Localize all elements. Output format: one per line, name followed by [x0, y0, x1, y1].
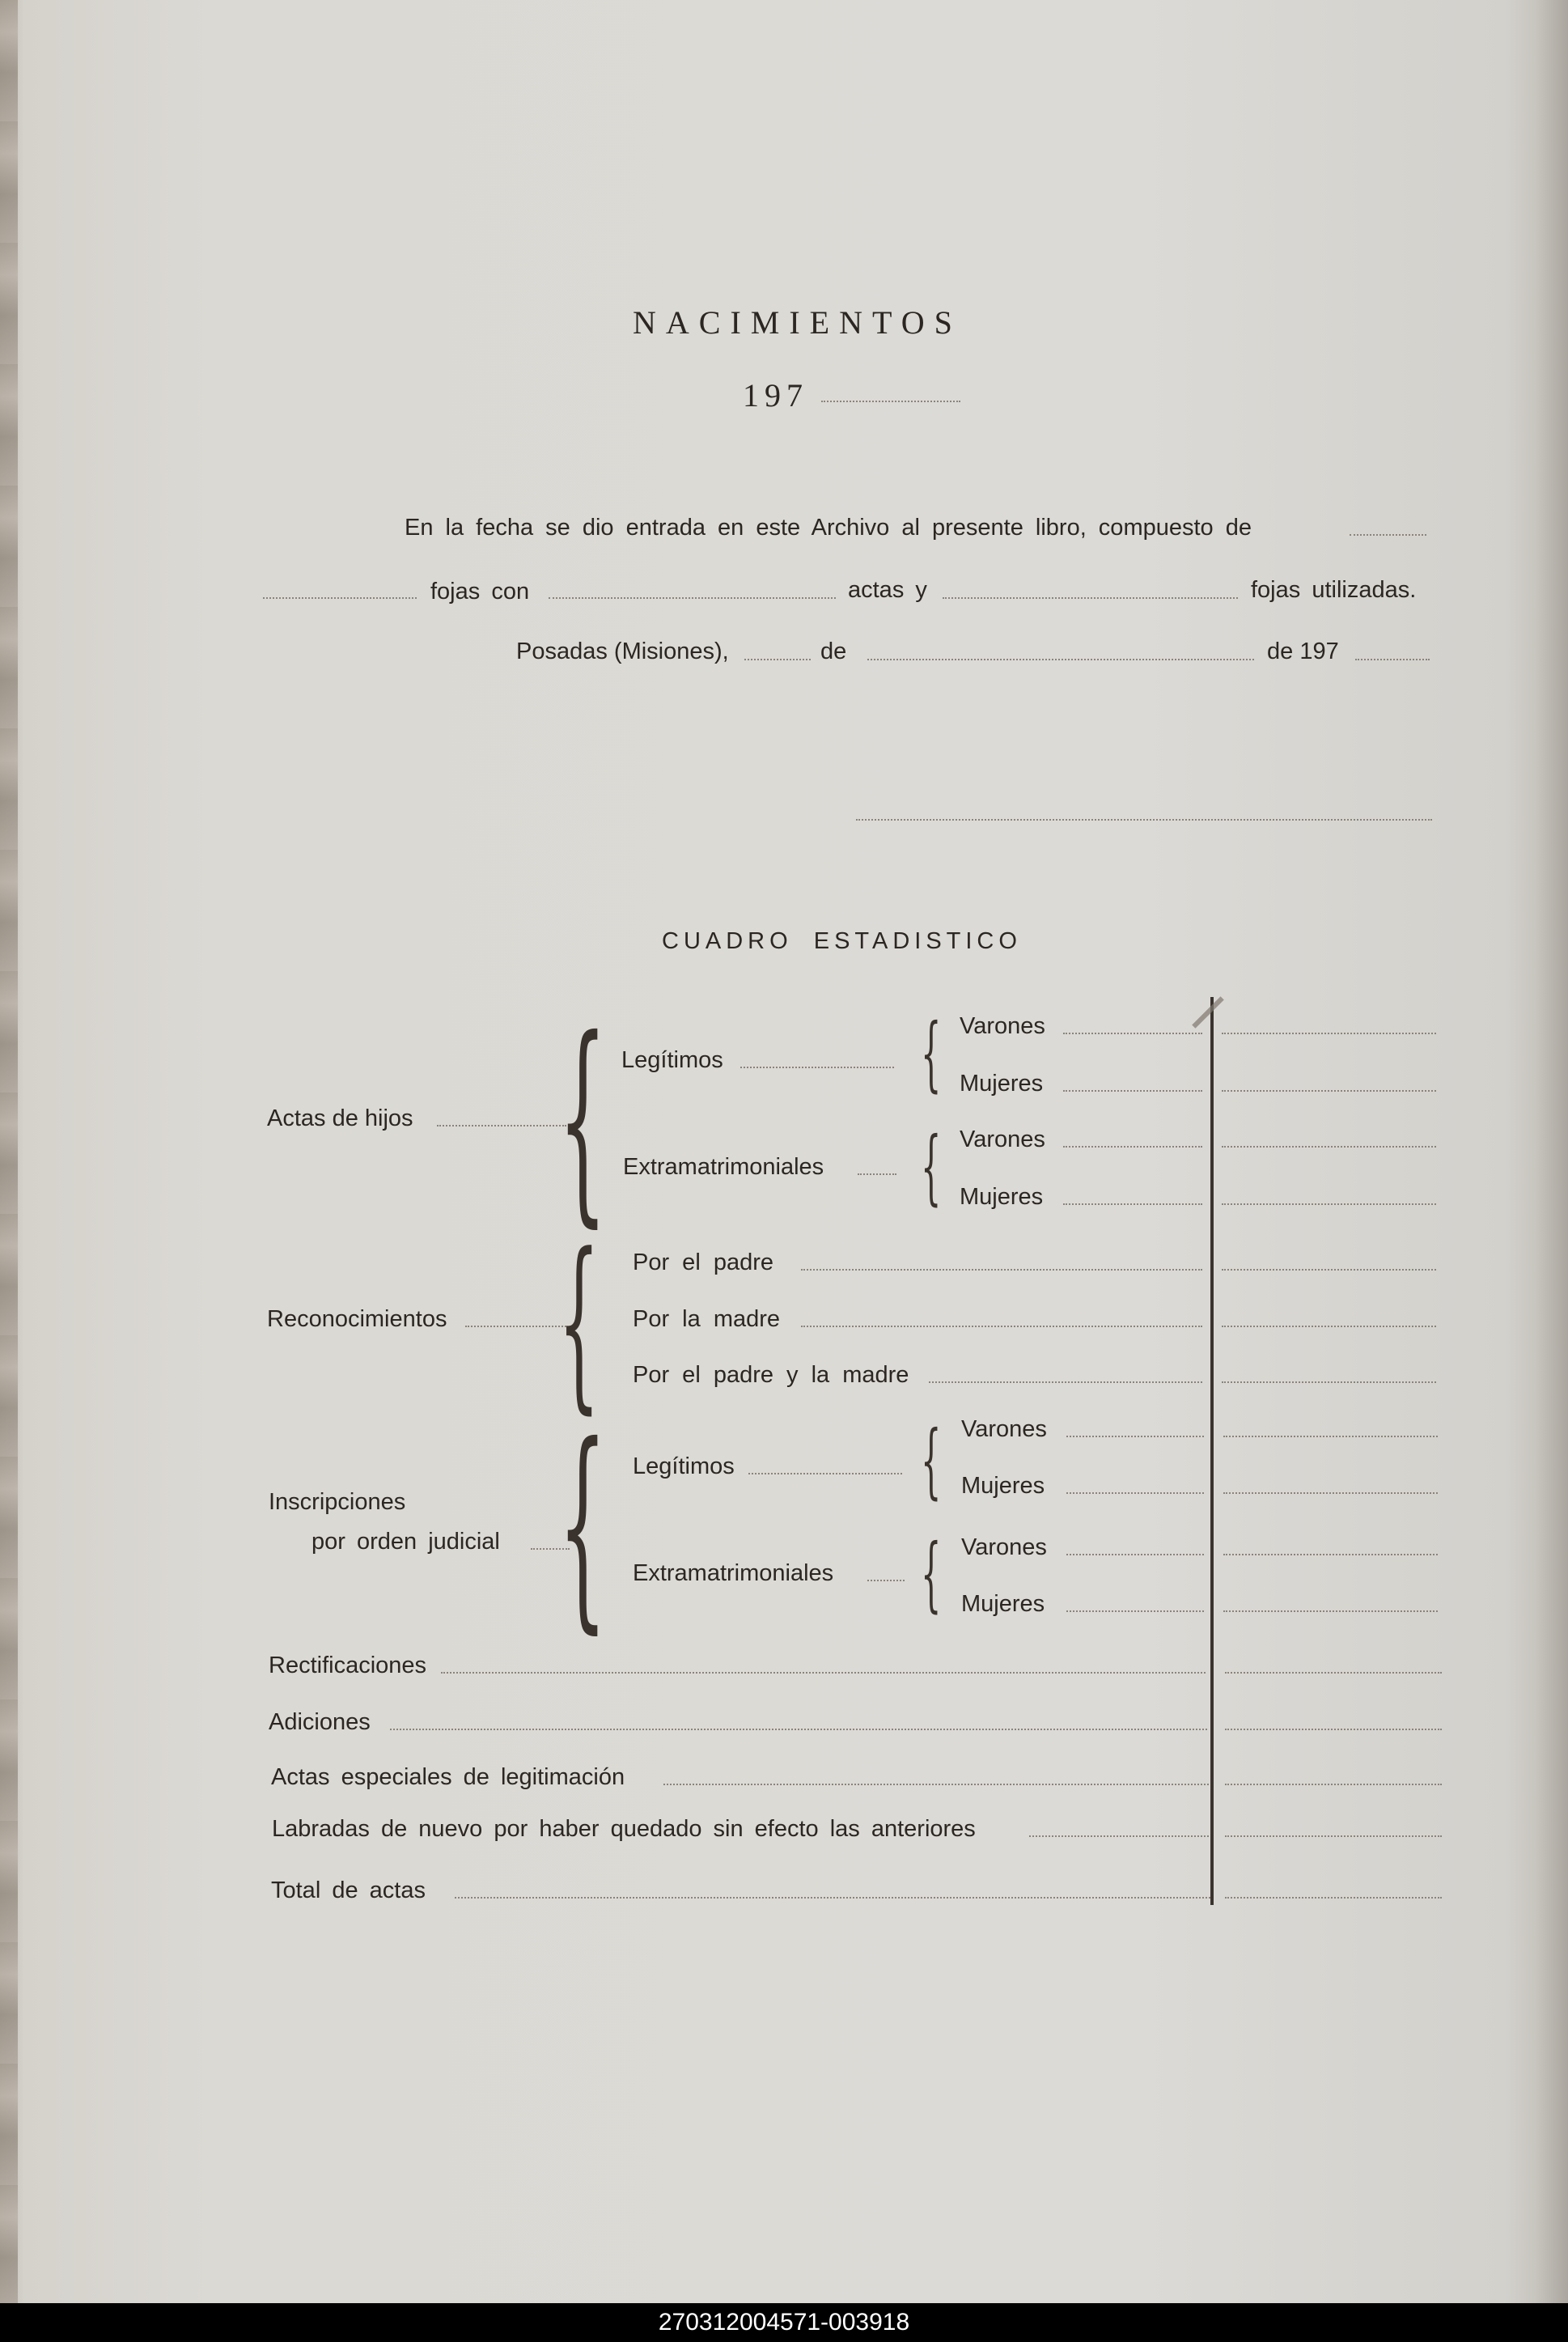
mujeres-leader — [1063, 1203, 1202, 1205]
rectificaciones-value-line — [1225, 1672, 1442, 1674]
mujeres-value-line — [1223, 1492, 1438, 1494]
varones-label: Varones — [960, 1126, 1045, 1152]
varones-value-line — [1223, 1436, 1438, 1437]
actas-especiales-leader — [663, 1784, 1209, 1785]
year-blank — [821, 401, 960, 402]
extramatrimoniales-leader — [858, 1173, 896, 1175]
varones-label: Varones — [960, 1013, 1045, 1039]
fojas-count-blank — [1350, 534, 1426, 536]
rectificaciones-label: Rectificaciones — [269, 1653, 427, 1678]
por-padre-label: Por el padre — [633, 1249, 773, 1275]
por-padre-madre-value-line — [1222, 1381, 1436, 1383]
legitimos-label: Legítimos — [621, 1047, 723, 1073]
por-padre-value-line — [1222, 1269, 1436, 1271]
total-label: Total de actas — [271, 1877, 426, 1903]
varones-value-line — [1222, 1033, 1436, 1034]
actas-y-label: actas y — [848, 577, 927, 603]
por-padre-madre-label: Por el padre y la madre — [633, 1362, 909, 1388]
fojas-con-label: fojas con — [430, 579, 530, 605]
varones-leader — [1063, 1146, 1202, 1148]
varones-value-line — [1223, 1554, 1438, 1555]
mujeres-label: Mujeres — [960, 1184, 1044, 1210]
legitimos-leader — [748, 1473, 902, 1474]
actas-count-blank — [549, 597, 836, 599]
de-label: de — [820, 639, 847, 664]
adiciones-value-line — [1225, 1729, 1442, 1730]
por-madre-label: Por la madre — [633, 1306, 781, 1332]
mujeres-leader — [1063, 1090, 1202, 1092]
mujeres-leader — [1066, 1492, 1204, 1494]
actas-hijos-brace: { — [558, 991, 608, 1246]
page-left-edge — [0, 0, 18, 2303]
actas-hijos-leader — [437, 1125, 566, 1126]
por-padre-madre-leader — [929, 1381, 1202, 1383]
varones-leader — [1063, 1033, 1202, 1034]
por-padre-leader — [801, 1269, 1202, 1271]
mujeres-label: Mujeres — [961, 1473, 1045, 1499]
varones-leader — [1066, 1554, 1204, 1555]
legitimos-brace: { — [921, 1413, 942, 1508]
legitimos-brace: { — [921, 1006, 942, 1101]
extramatrimoniales-label: Extramatrimoniales — [623, 1154, 824, 1180]
day-blank — [744, 659, 811, 660]
extramatrimoniales-brace: { — [921, 1526, 942, 1621]
column-divider — [1210, 997, 1214, 1905]
actas-especiales-label: Actas especiales de legitimación — [271, 1764, 625, 1790]
page-title: NACIMIENTOS — [633, 304, 962, 341]
footer-id: 270312004571-003918 — [658, 2309, 910, 2336]
extramatrimoniales-leader — [867, 1580, 905, 1581]
adiciones-leader — [390, 1729, 1207, 1730]
month-blank — [867, 659, 1254, 660]
labradas-label: Labradas de nuevo por haber quedado sin efecto las anteriores — [272, 1816, 976, 1842]
mujeres-value-line — [1222, 1090, 1436, 1092]
extramatrimoniales-label: Extramatrimoniales — [633, 1560, 834, 1586]
total-value-line — [1225, 1897, 1442, 1899]
stats-title: CUADRO ESTADISTICO — [662, 928, 1022, 954]
labradas-value-line — [1225, 1835, 1442, 1837]
year-end-blank — [1355, 659, 1430, 660]
reconocimientos-leader — [465, 1326, 566, 1327]
por-madre-value-line — [1222, 1326, 1436, 1327]
de-year-label: de 197 — [1267, 639, 1339, 664]
actas-hijos-label: Actas de hijos — [267, 1105, 413, 1131]
entry-line-1: En la fecha se dio entrada en este Archivo al presente libro, compuesto de — [405, 515, 1252, 541]
legitimos-label: Legítimos — [633, 1453, 735, 1479]
footer-id-bar — [0, 2303, 1568, 2342]
mujeres-value-line — [1223, 1610, 1438, 1612]
por-orden-judicial-label: por orden judicial — [311, 1529, 500, 1555]
extramatrimoniales-brace: { — [921, 1119, 942, 1214]
fojas-utilizadas-label: fojas utilizadas. — [1251, 577, 1417, 603]
mujeres-label: Mujeres — [960, 1071, 1044, 1097]
year-label: 197 — [743, 377, 808, 414]
mujeres-leader — [1066, 1610, 1204, 1612]
legitimos-leader — [740, 1067, 894, 1068]
place-label: Posadas (Misiones), — [516, 639, 729, 664]
reconocimientos-label: Reconocimientos — [267, 1306, 447, 1332]
page-right-edge — [1536, 0, 1568, 2303]
total-leader — [455, 1897, 1210, 1899]
reconocimientos-brace: { — [558, 1215, 600, 1431]
compuesto-blank — [263, 597, 417, 599]
inscripciones-label: Inscripciones — [269, 1489, 406, 1515]
mujeres-label: Mujeres — [961, 1591, 1045, 1617]
varones-leader — [1066, 1436, 1204, 1437]
labradas-leader — [1029, 1835, 1209, 1837]
varones-label: Varones — [961, 1416, 1047, 1442]
signature-line — [856, 819, 1432, 821]
ink-mark — [1192, 996, 1224, 1029]
varones-value-line — [1222, 1146, 1436, 1148]
mujeres-value-line — [1222, 1203, 1436, 1205]
actas-especiales-value-line — [1225, 1784, 1442, 1785]
rectificaciones-leader — [441, 1672, 1206, 1674]
por-madre-leader — [801, 1326, 1202, 1327]
adiciones-label: Adiciones — [269, 1709, 371, 1735]
varones-label: Varones — [961, 1534, 1047, 1560]
inscripciones-brace: { — [558, 1398, 608, 1653]
fojas-used-blank — [943, 597, 1238, 599]
